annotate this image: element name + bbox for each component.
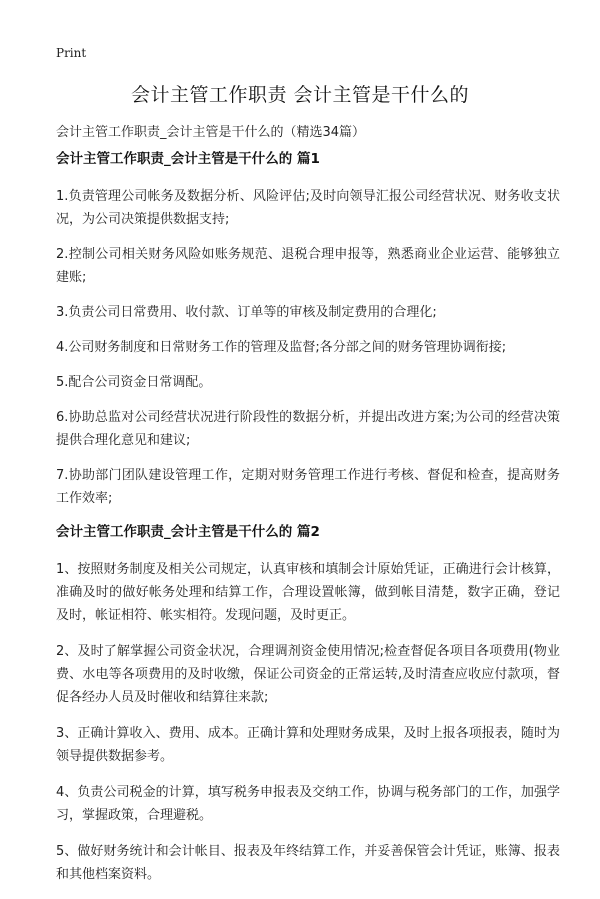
list-item: 2、及时了解掌握公司资金状况，合理调剂资金使用情况;检查督促各项目各项费用(物业费、水电等各项费用的及时收缴，保证公司资金的正常运转,及时清查应收应付款项，督促各经办人员及时催收和结算往来款;: [56, 644, 560, 705]
page-title: 会计主管工作职责 会计主管是干什么的: [130, 84, 470, 106]
subtitle: 会计主管工作职责_会计主管是干什么的（精选34篇）: [56, 125, 366, 140]
list-item: 7.协助部门团队建设管理工作，定期对财务管理工作进行考核、督促和检查，提高财务工作效率;: [56, 468, 560, 506]
list-item: 4.公司财务制度和日常财务工作的管理及监督;各分部之间的财务管理协调衔接;: [56, 340, 507, 355]
document-body: [56, 149, 560, 899]
list-item: 6.协助总监对公司经营状况进行阶段性的数据分析，并提出改进方案;为公司的经营决策提供合理化意见和建议;: [56, 410, 560, 448]
section-heading: 会计主管工作职责_会计主管是干什么的 篇2: [56, 524, 320, 540]
list-item: 2.控制公司相关财务风险如账务规范、退税合理申报等，熟悉商业企业运营、能够独立建账;: [56, 247, 560, 285]
print-label: Print: [56, 46, 87, 60]
list-item: 3.负责公司日常费用、收付款、订单等的审核及制定费用的合理化;: [56, 305, 437, 320]
list-item: 1、按照财务制度及相关公司规定，认真审核和填制会计原始凭证，正确进行会计核算，准确及时的做好帐务处理和结算工作，合理设置帐簿，做到帐目清楚，数字正确，登记及时，帐证相符、帐实相符。发现问题，及时更正。: [56, 562, 560, 623]
section-2: [56, 522, 560, 886]
list-item: 3、正确计算收入、费用、成本。正确计算和处理财务成果，及时上报各项报表，随时为领导提供数据参考。: [56, 726, 560, 764]
list-item: 5.配合公司资金日常调配。: [56, 375, 212, 390]
list-item: 1.负责管理公司帐务及数据分析、风险评估;及时向领导汇报公司经营状况、财务收支状况，为公司决策提供数据支持;: [56, 189, 560, 227]
list-item: 5、做好财务统计和会计帐目、报表及年终结算工作，并妥善保管会计凭证，账簿、报表和其他档案资料。: [56, 844, 560, 882]
section-1: [56, 149, 560, 510]
section-heading: 会计主管工作职责_会计主管是干什么的 篇1: [56, 151, 320, 167]
list-item: 4、负责公司税金的计算，填写税务申报表及交纳工作，协调与税务部门的工作，加强学习，掌握政策，合理避税。: [56, 785, 560, 823]
